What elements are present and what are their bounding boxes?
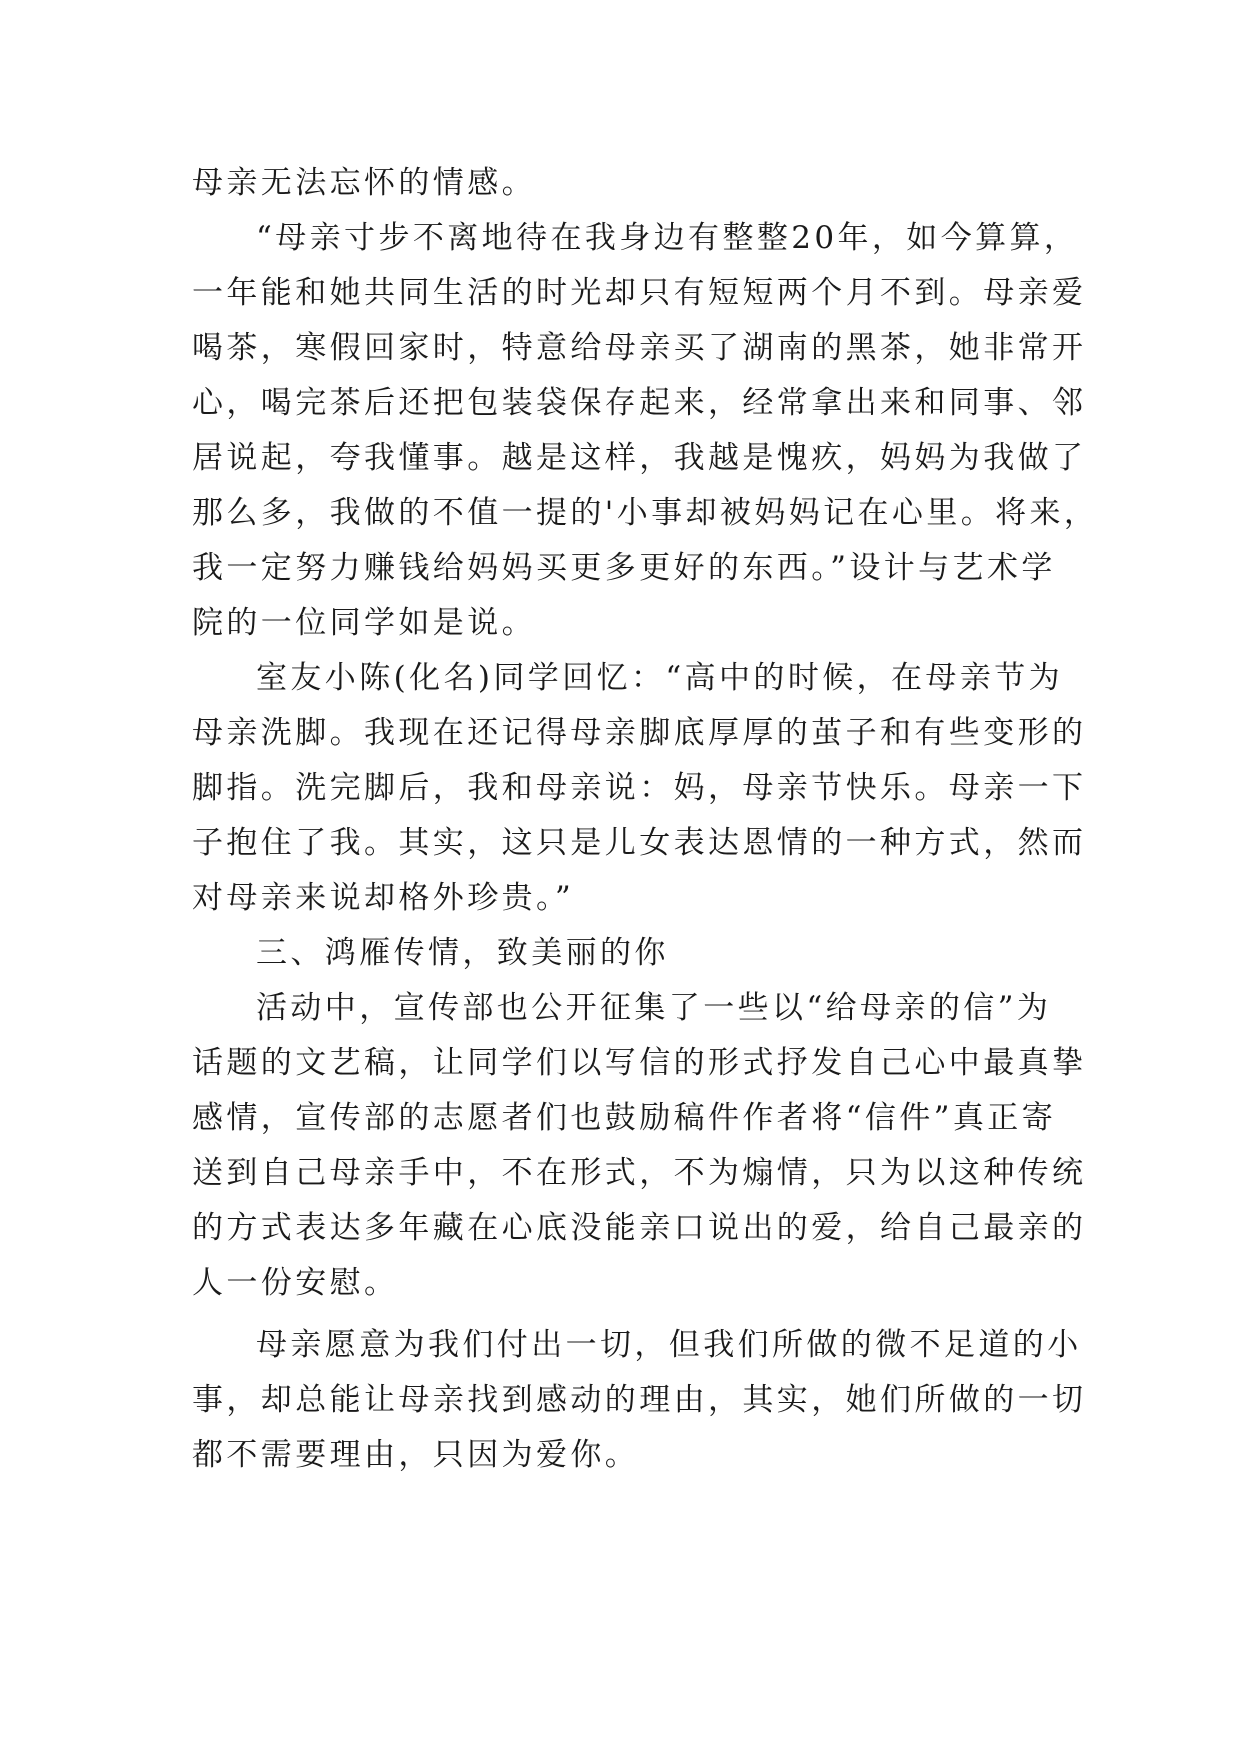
text-line: 母亲洗脚。我现在还记得母亲脚底厚厚的茧子和有些变形的 bbox=[192, 715, 1087, 751]
text-line: 喝茶，寒假回家时，特意给母亲买了湖南的黑茶，她非常开 bbox=[192, 330, 1087, 366]
text-line: 居说起，夸我懂事。越是这样，我越是愧疚，妈妈为我做了 bbox=[192, 440, 1087, 476]
text-line: 母亲无法忘怀的情感。 bbox=[192, 165, 536, 201]
paragraph-start-line: 活动中，宣传部也公开征集了一些以“给母亲的信”为 bbox=[256, 990, 1052, 1026]
text-line: 送到自己母亲手中，不在形式，不为煽情，只为以这种传统 bbox=[192, 1155, 1087, 1191]
text-line: 子抱住了我。其实，这只是儿女表达恩情的一种方式，然而 bbox=[192, 825, 1087, 861]
text-line: 都不需要理由，只因为爱你。 bbox=[192, 1437, 640, 1473]
section-heading: 三、鸿雁传情，致美丽的你 bbox=[256, 935, 669, 971]
text-line: 的方式表达多年藏在心底没能亲口说出的爱，给自己最亲的 bbox=[192, 1210, 1087, 1246]
text-line: 人一份安慰。 bbox=[192, 1265, 399, 1301]
text-line: 事，却总能让母亲找到感动的理由，其实，她们所做的一切 bbox=[192, 1382, 1087, 1418]
text-line: 话题的文艺稿，让同学们以写信的形式抒发自己心中最真挚 bbox=[192, 1045, 1087, 1081]
document-body bbox=[192, 156, 1099, 1483]
paragraph-start-line: 室友小陈(化名)同学回忆：“高中的时候，在母亲节为 bbox=[256, 660, 1064, 696]
paragraph-start-line: 母亲愿意为我们付出一切，但我们所做的微不足道的小 bbox=[256, 1327, 1082, 1363]
text-line: 心，喝完茶后还把包装袋保存起来，经常拿出来和同事、邻 bbox=[192, 385, 1087, 421]
text-line: 我一定努力赚钱给妈妈买更多更好的东西。”设计与艺术学 bbox=[192, 550, 1056, 586]
text-line: 脚指。洗完脚后，我和母亲说：妈，母亲节快乐。母亲一下 bbox=[192, 770, 1087, 806]
text-line: 一年能和她共同生活的时光却只有短短两个月不到。母亲爱 bbox=[192, 275, 1087, 311]
text-line: 感情，宣传部的志愿者们也鼓励稿件作者将“信件”真正寄 bbox=[192, 1100, 1057, 1136]
text-line: 院的一位同学如是说。 bbox=[192, 605, 536, 641]
text-line: 那么多，我做的不值一提的'小事却被妈妈记在心里。将来， bbox=[192, 495, 1099, 531]
text-line: 对母亲来说却格外珍贵。” bbox=[192, 880, 575, 916]
paragraph-start-line: “母亲寸步不离地待在我身边有整整20年，如今算算， bbox=[256, 220, 1079, 256]
